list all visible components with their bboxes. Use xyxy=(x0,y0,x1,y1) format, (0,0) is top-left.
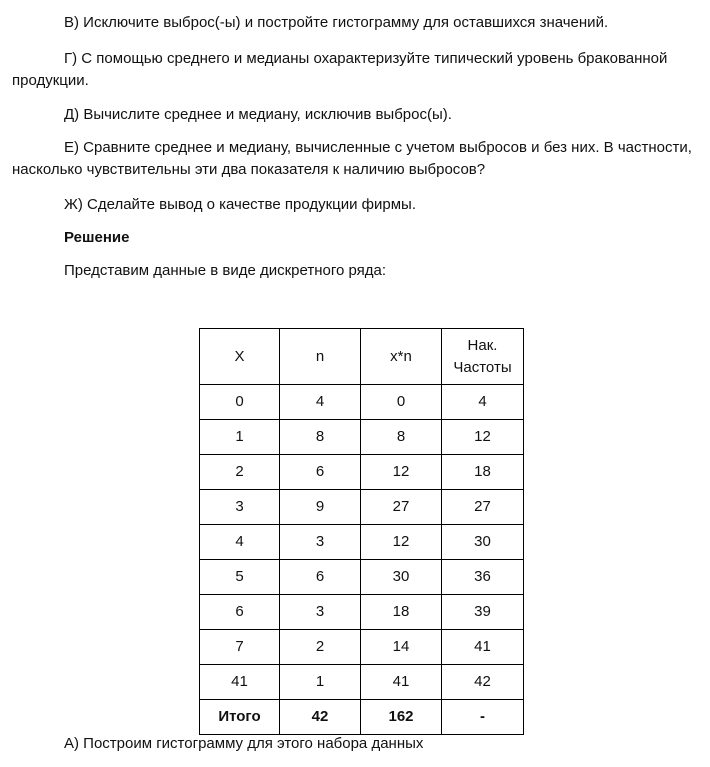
solution-heading-text: Решение xyxy=(64,229,130,246)
cell-n: 8 xyxy=(280,420,361,455)
table-row xyxy=(200,560,524,595)
cell-x: 2 xyxy=(200,455,280,490)
table-row xyxy=(200,455,524,490)
cell-cumulative: 4 xyxy=(442,385,524,420)
cell-x: 1 xyxy=(200,420,280,455)
table-row xyxy=(200,595,524,630)
table-row xyxy=(200,420,524,455)
cell-xn: 14 xyxy=(361,630,442,665)
task-d-paragraph xyxy=(12,104,702,126)
table-row xyxy=(200,665,524,700)
cell-n: 3 xyxy=(280,595,361,630)
task-e-text: Е) Сравните среднее и медиану, вычисленные с учетом выбросов и без них. В частности, насколько чувствительны эти два показателя к наличию выбросов? xyxy=(12,139,692,178)
header-cumulative: Нак. Частоты xyxy=(442,329,524,385)
header-n: n xyxy=(280,329,361,385)
cell-n: 6 xyxy=(280,560,361,595)
table-row xyxy=(200,630,524,665)
table-row xyxy=(200,385,524,420)
cell-xn: 8 xyxy=(361,420,442,455)
intro-text: Представим данные в виде дискретного ряда: xyxy=(64,262,387,279)
task-zh-text: Ж) Сделайте вывод о качестве продукции фирмы. xyxy=(64,196,416,213)
cell-x: 7 xyxy=(200,630,280,665)
table-header-row xyxy=(200,329,524,385)
header-x: X xyxy=(200,329,280,385)
cell-x: 4 xyxy=(200,525,280,560)
cell-cumulative: 18 xyxy=(442,455,524,490)
cell-xn: 0 xyxy=(361,385,442,420)
task-v-paragraph xyxy=(12,12,702,34)
cell-x: 5 xyxy=(200,560,280,595)
histogram-intro-paragraph xyxy=(12,733,702,755)
cell-cumulative: 39 xyxy=(442,595,524,630)
cell-x: 0 xyxy=(200,385,280,420)
histogram-intro-text: А) Построим гистограмму для этого набора данных xyxy=(64,735,424,752)
task-d-text: Д) Вычислите среднее и медиану, исключив выброс(ы). xyxy=(64,106,452,123)
cell-n: 1 xyxy=(280,665,361,700)
cell-n: 9 xyxy=(280,490,361,525)
task-v-text: В) Исключите выброс(-ы) и постройте гистограмму для оставшихся значений. xyxy=(64,14,609,31)
cell-x: 3 xyxy=(200,490,280,525)
solution-heading xyxy=(12,227,702,249)
cell-n: 4 xyxy=(280,385,361,420)
task-e-paragraph xyxy=(12,137,702,181)
cell-cumulative: 30 xyxy=(442,525,524,560)
cell-cumulative: 36 xyxy=(442,560,524,595)
total-xn: 162 xyxy=(361,700,442,735)
task-g-paragraph xyxy=(12,48,702,92)
cell-n: 2 xyxy=(280,630,361,665)
cell-cumulative: 41 xyxy=(442,630,524,665)
total-n: 42 xyxy=(280,700,361,735)
cell-xn: 18 xyxy=(361,595,442,630)
cell-x: 41 xyxy=(200,665,280,700)
cell-cumulative: 42 xyxy=(442,665,524,700)
cell-x: 6 xyxy=(200,595,280,630)
table-total-row xyxy=(200,700,524,735)
cell-cumulative: 12 xyxy=(442,420,524,455)
cell-xn: 12 xyxy=(361,525,442,560)
task-zh-paragraph xyxy=(12,194,702,216)
cell-xn: 30 xyxy=(361,560,442,595)
cell-cumulative: 27 xyxy=(442,490,524,525)
discrete-series-table xyxy=(199,328,524,735)
header-xn: x*n xyxy=(361,329,442,385)
intro-paragraph xyxy=(12,260,702,282)
cell-xn: 27 xyxy=(361,490,442,525)
task-g-text: Г) С помощью среднего и медианы охарактеризуйте типический уровень бракованной продукции. xyxy=(12,50,668,89)
cell-xn: 41 xyxy=(361,665,442,700)
cell-n: 3 xyxy=(280,525,361,560)
total-cumulative: - xyxy=(442,700,524,735)
table-row xyxy=(200,490,524,525)
total-label: Итого xyxy=(200,700,280,735)
cell-n: 6 xyxy=(280,455,361,490)
table-row xyxy=(200,525,524,560)
cell-xn: 12 xyxy=(361,455,442,490)
